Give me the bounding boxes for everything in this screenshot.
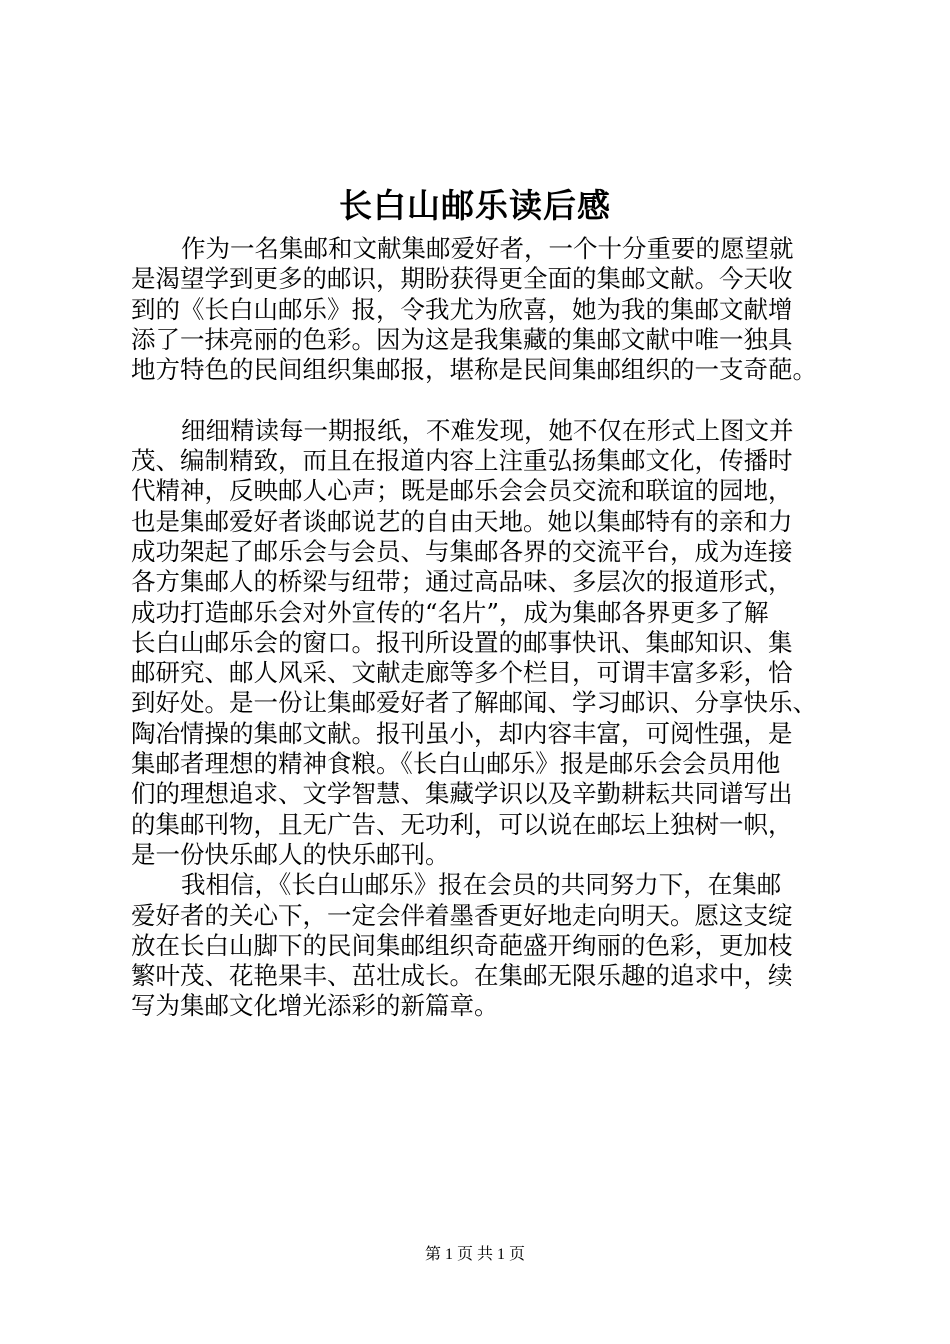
text-line: 地方特色的民间组织集邮报，堪称是民间集邮组织的一支奇葩。 — [131, 355, 817, 385]
text-line: 代精神，反映邮人心声；既是邮乐会会员交流和联谊的园地， — [131, 476, 793, 506]
paragraph-2 — [131, 416, 831, 870]
text-line: 陶冶情操的集邮文献。报刊虽小，却内容丰富，可阅性强，是 — [131, 718, 793, 748]
text-line: 成功打造邮乐会对外宣传的“名片”，成为集邮各界更多了解 — [131, 597, 769, 627]
text-line: 我相信，《长白山邮乐》报在会员的共同努力下，在集邮 — [181, 870, 782, 900]
text-line: 写为集邮文化增光添彩的新篇章。 — [131, 991, 499, 1021]
text-line: 各方集邮人的桥梁与纽带；通过高品味、多层次的报道形式， — [131, 567, 793, 597]
text-line: 繁叶茂、花艳果丰、茁壮成长。在集邮无限乐趣的追求中，续 — [131, 961, 793, 991]
text-line: 作为一名集邮和文献集邮爱好者，一个十分重要的愿望就 — [181, 234, 794, 263]
text-line: 是一份快乐邮人的快乐邮刊。 — [131, 839, 450, 869]
text-line: 细细精读每一期报纸，不难发现，她不仅在形式上图文并 — [181, 415, 794, 445]
text-line: 茂、编制精致，而且在报道内容上注重弘扬集邮文化，传播时 — [131, 446, 793, 476]
text-line: 邮研究、邮人风采、文献走廊等多个栏目，可谓丰富多彩，恰 — [131, 658, 793, 688]
paragraph-3 — [131, 870, 831, 1021]
document-body — [131, 234, 831, 1022]
text-line: 长白山邮乐会的窗口。报刊所设置的邮事快讯、集邮知识、集 — [131, 627, 793, 657]
document-title: 长白山邮乐读后感 — [339, 186, 611, 225]
text-line: 的集邮刊物，且无广告、无功利，可以说在邮坛上独树一帜， — [131, 809, 793, 839]
text-line: 也是集邮爱好者谈邮说艺的自由天地。她以集邮特有的亲和力 — [131, 506, 793, 536]
page-number-footer: 第 1 页 共 1 页 — [424, 1246, 525, 1263]
text-line: 们的理想追求、文学智慧、集藏学识以及辛勤耕耘共同谱写出 — [131, 779, 793, 809]
paragraph-spacer — [131, 385, 831, 415]
text-line: 是渴望学到更多的邮识，期盼获得更全面的集邮文献。今天收 — [131, 264, 793, 294]
text-line: 集邮者理想的精神食粮。《长白山邮乐》报是邮乐会会员用他 — [131, 749, 781, 779]
text-line: 成功架起了邮乐会与会员、与集邮各界的交流平台，成为连接 — [131, 536, 793, 566]
text-line: 添了一抹亮丽的色彩。因为这是我集藏的集邮文献中唯一独具 — [131, 324, 793, 354]
text-line: 到的《长白山邮乐》报，令我尤为欣喜，她为我的集邮文献增 — [131, 294, 793, 324]
text-line: 到好处。是一份让集邮爱好者了解邮闻、学习邮识、分享快乐、 — [131, 688, 817, 718]
paragraph-1 — [131, 234, 831, 385]
text-line: 爱好者的关心下，一定会伴着墨香更好地走向明天。愿这支绽 — [131, 900, 793, 930]
text-line: 放在长白山脚下的民间集邮组织奇葩盛开绚丽的色彩，更加枝 — [131, 930, 793, 960]
